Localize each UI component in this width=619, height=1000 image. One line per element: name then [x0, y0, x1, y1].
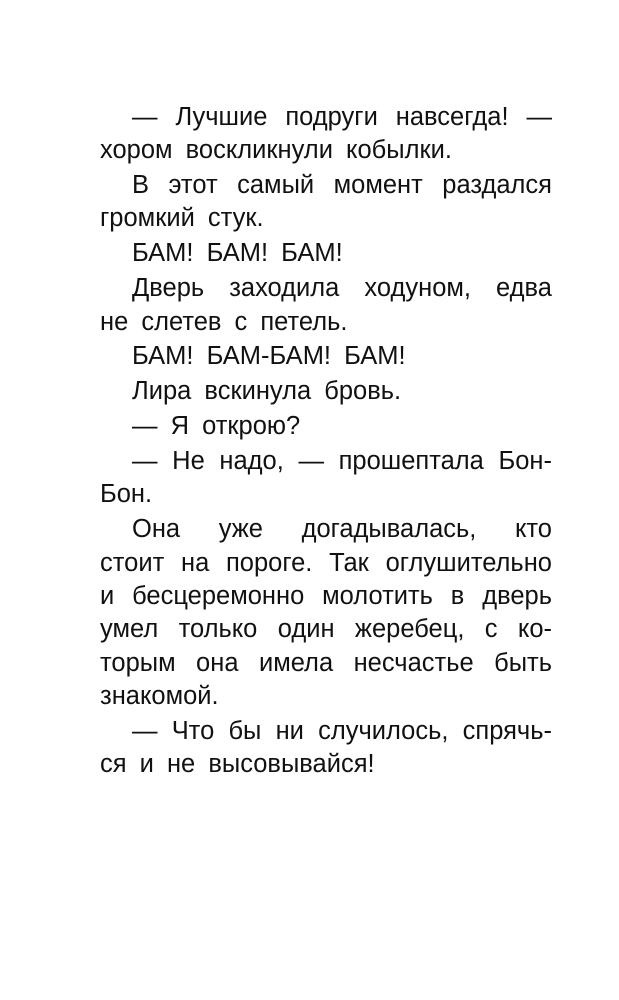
text-line: торым она имела несчастье быть [100, 648, 552, 677]
text-line: Лира вскинула бровь. [132, 377, 402, 406]
text-line: БАМ! БАМ-БАМ! БАМ! [132, 342, 406, 371]
text-line: ся и не высовывайся! [100, 749, 375, 778]
text-line: громкий стук. [100, 204, 264, 233]
text-line: — Что бы ни случилось, спрячь- [132, 716, 552, 745]
text-line: Она уже догадывалась, кто [132, 515, 552, 544]
text-line: и бесцеремонно молотить в дверь [100, 581, 552, 610]
text-line: умел только один жеребец, с ко- [100, 615, 552, 644]
text-line: — Не надо, — прошептала Бон- [132, 447, 552, 476]
text-line: Дверь заходила ходуном, едва [132, 274, 552, 303]
page-text [100, 101, 552, 781]
text-line: знакомой. [100, 681, 219, 710]
text-line: БАМ! БАМ! БАМ! [132, 239, 343, 268]
text-line: Бон. [100, 480, 153, 509]
text-line: — Я открою? [132, 412, 301, 441]
text-line: стоит на пороге. Так оглушительно [100, 548, 552, 577]
text-line: — Лучшие подруги навсегда! — [132, 103, 552, 131]
text-line: не слетев с петель. [100, 307, 348, 336]
text-line: хором воскликнули кобылки. [100, 136, 452, 165]
text-line: В этот самый момент раздался [132, 171, 552, 200]
